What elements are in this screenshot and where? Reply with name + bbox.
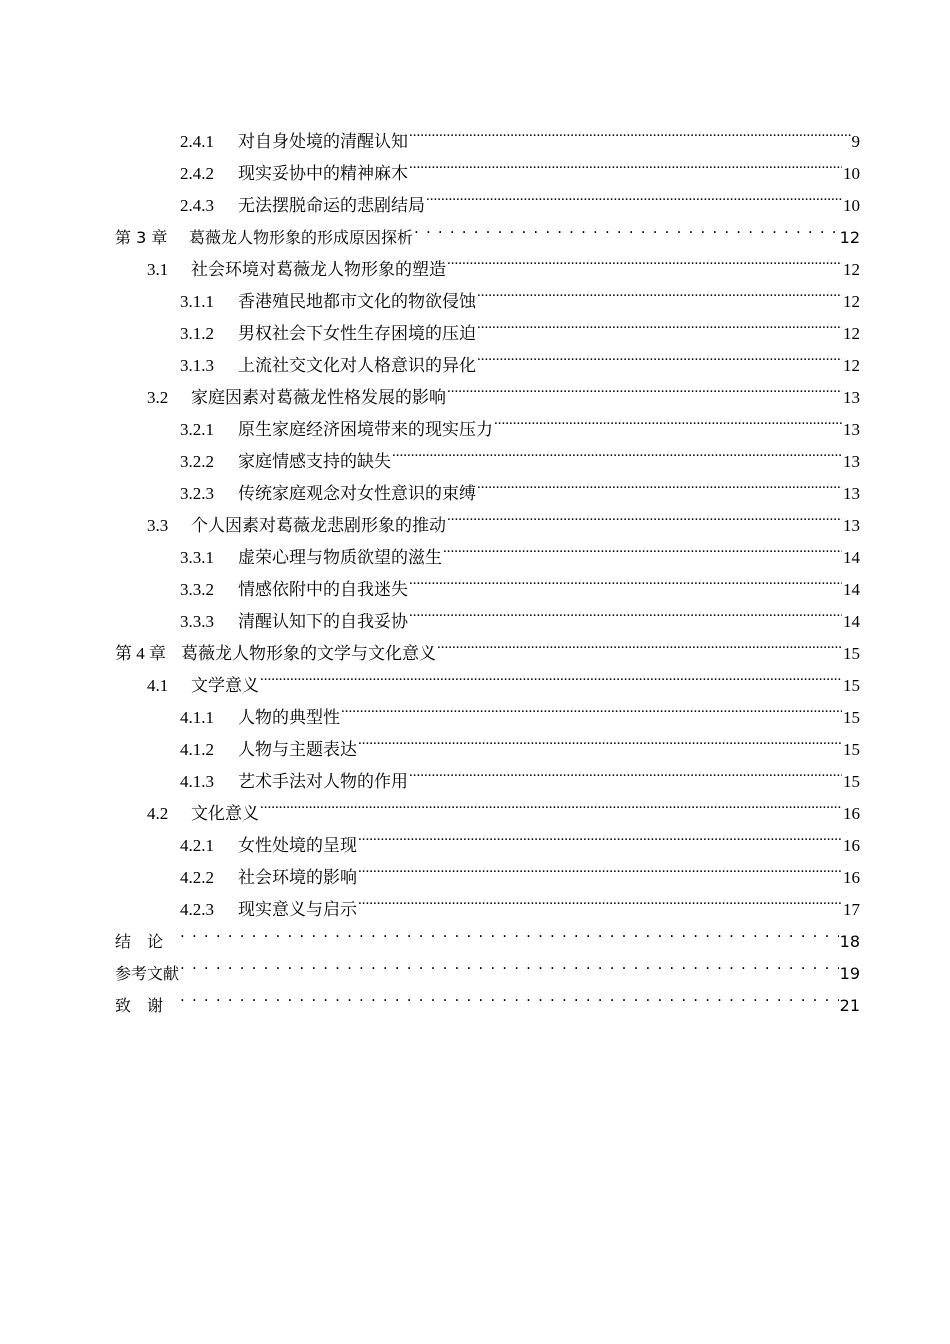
toc-entry-title: 现实意义与启示 [238,900,357,919]
dot-leader [392,435,842,467]
toc-entry-page-number: 14 [843,548,860,567]
toc-entry-page-number: 13 [843,420,860,439]
toc-entry-page-number: 21 [839,996,860,1015]
toc-entry-page-number: 15 [843,644,860,663]
toc-entry-page-number: 16 [843,868,860,887]
dot-leader [260,659,842,691]
toc-entry-title: 原生家庭经济困境带来的现实压力 [238,420,493,439]
toc-entry-number: 2.4.3 [180,196,214,215]
toc-entry-title: 文化意义 [191,804,259,823]
toc-entry-number: 4.2.3 [180,900,214,919]
toc-entry-page-number: 17 [843,900,860,919]
dot-leader [358,723,842,755]
toc-entry-title: 上流社交文化对人格意识的异化 [238,356,476,375]
toc-entry-number: 3.2.3 [180,484,214,503]
toc-entry-number: 3.3 [147,516,169,535]
dot-leader [414,211,839,243]
dot-leader [437,627,842,659]
dot-leader [341,691,842,723]
dot-leader [180,947,839,979]
toc-entry-page-number: 10 [843,164,860,183]
dot-leader [358,883,842,915]
dot-leader [477,275,842,307]
toc-entry-page-number: 15 [843,740,860,759]
toc-entry[interactable] [115,979,860,1015]
toc-entry-number: 4.2 [147,804,169,823]
dot-leader [477,467,842,499]
toc-entry-number: 3.2.2 [180,452,214,471]
dot-leader [180,915,839,947]
toc-entry-number: 4.2.1 [180,836,214,855]
toc-entry-title: 无法摆脱命运的悲剧结局 [238,196,425,215]
toc-entry-number: 3.1.3 [180,356,214,375]
dot-leader [180,979,839,1011]
toc-entry[interactable] [115,915,860,951]
toc-entry-title: 香港殖民地都市文化的物欲侵蚀 [238,292,476,311]
toc-entry-number: 2.4.1 [180,132,214,151]
toc-entry-title: 对自身处境的清醒认知 [238,132,408,151]
toc-entry-title: 个人因素对葛薇龙悲剧形象的推动 [191,516,446,535]
dot-leader [409,563,842,595]
toc-entry-title: 人物与主题表达 [238,740,357,759]
toc-entry-title: 家庭因素对葛薇龙性格发展的影响 [191,388,446,407]
toc-entry-number: 第 4 章 [115,644,166,663]
toc-entry-title: 传统家庭观念对女性意识的束缚 [238,484,476,503]
toc-entry-title: 社会环境对葛薇龙人物形象的塑造 [191,260,446,279]
toc-entry-page-number: 15 [843,708,860,727]
toc-entry-title: 虚荣心理与物质欲望的滋生 [238,548,442,567]
toc-entry-page-number: 16 [843,804,860,823]
toc-entry-page-number: 12 [843,324,860,343]
toc-entry-number: 3.1.1 [180,292,214,311]
toc-entry-page-number: 12 [843,292,860,311]
toc-entry-number: 3.1.2 [180,324,214,343]
toc-entry-title: 家庭情感支持的缺失 [238,452,391,471]
toc-entry[interactable] [115,115,860,151]
toc-entry-page-number: 13 [843,516,860,535]
toc-entry-page-number: 15 [843,676,860,695]
dot-leader [477,307,842,339]
toc-entry-title: 参考文献 [115,964,180,983]
toc-entry-page-number: 12 [843,356,860,375]
toc-entry-title: 情感依附中的自我迷失 [238,580,408,599]
toc-entry-page-number: 9 [851,132,860,151]
toc-entry-number: 3.2 [147,388,169,407]
dot-leader [409,147,842,179]
toc-entry-title: 清醒认知下的自我妥协 [238,612,408,631]
dot-leader [409,115,851,147]
dot-leader [443,531,842,563]
toc-entry-page-number: 16 [843,836,860,855]
dot-leader [447,371,842,403]
dot-leader [494,403,842,435]
table-of-contents [115,115,860,1015]
toc-entry-title: 葛薇龙人物形象的形成原因探析 [189,228,414,247]
toc-entry-title: 文学意义 [191,676,259,695]
dot-leader [447,499,842,531]
toc-entry-number: 4.2.2 [180,868,214,887]
toc-entry-title: 致谢 [115,996,180,1015]
dot-leader [358,819,842,851]
toc-entry-number: 4.1.2 [180,740,214,759]
toc-entry-title: 男权社会下女性生存困境的压迫 [238,324,476,343]
toc-entry-page-number: 18 [839,932,860,951]
toc-entry-page-number: 14 [843,612,860,631]
toc-entry-number: 第 3 章 [115,228,168,247]
dot-leader [426,179,842,211]
toc-entry[interactable] [115,947,860,983]
dot-leader [477,339,842,371]
toc-entry-page-number: 10 [843,196,860,215]
toc-entry-page-number: 12 [843,260,860,279]
toc-entry-title: 女性处境的呈现 [238,836,357,855]
toc-entry-page-number: 13 [843,484,860,503]
toc-entry-number: 3.3.2 [180,580,214,599]
toc-entry-number: 2.4.2 [180,164,214,183]
toc-entry-page-number: 13 [843,452,860,471]
dot-leader [409,755,842,787]
toc-entry-page-number: 13 [843,388,860,407]
toc-entry-number: 3.1 [147,260,169,279]
toc-entry-number: 4.1.1 [180,708,214,727]
dot-leader [447,243,842,275]
toc-entry-title: 葛薇龙人物形象的文学与文化意义 [181,644,436,663]
toc-entry-title: 艺术手法对人物的作用 [238,772,408,791]
toc-entry-number: 4.1 [147,676,169,695]
toc-entry-number: 3.3.3 [180,612,214,631]
toc-entry-number: 4.1.3 [180,772,214,791]
toc-entry-title: 人物的典型性 [238,708,340,727]
toc-entry-page-number: 12 [839,228,860,247]
toc-entry-page-number: 15 [843,772,860,791]
toc-entry-number: 3.2.1 [180,420,214,439]
dot-leader [260,787,842,819]
toc-entry-title: 社会环境的影响 [238,868,357,887]
toc-entry-page-number: 14 [843,580,860,599]
toc-entry-title: 结论 [115,932,180,951]
toc-entry-number: 3.3.1 [180,548,214,567]
dot-leader [409,595,842,627]
dot-leader [358,851,842,883]
toc-entry-page-number: 19 [839,964,860,983]
toc-entry-title: 现实妥协中的精神麻木 [238,164,408,183]
